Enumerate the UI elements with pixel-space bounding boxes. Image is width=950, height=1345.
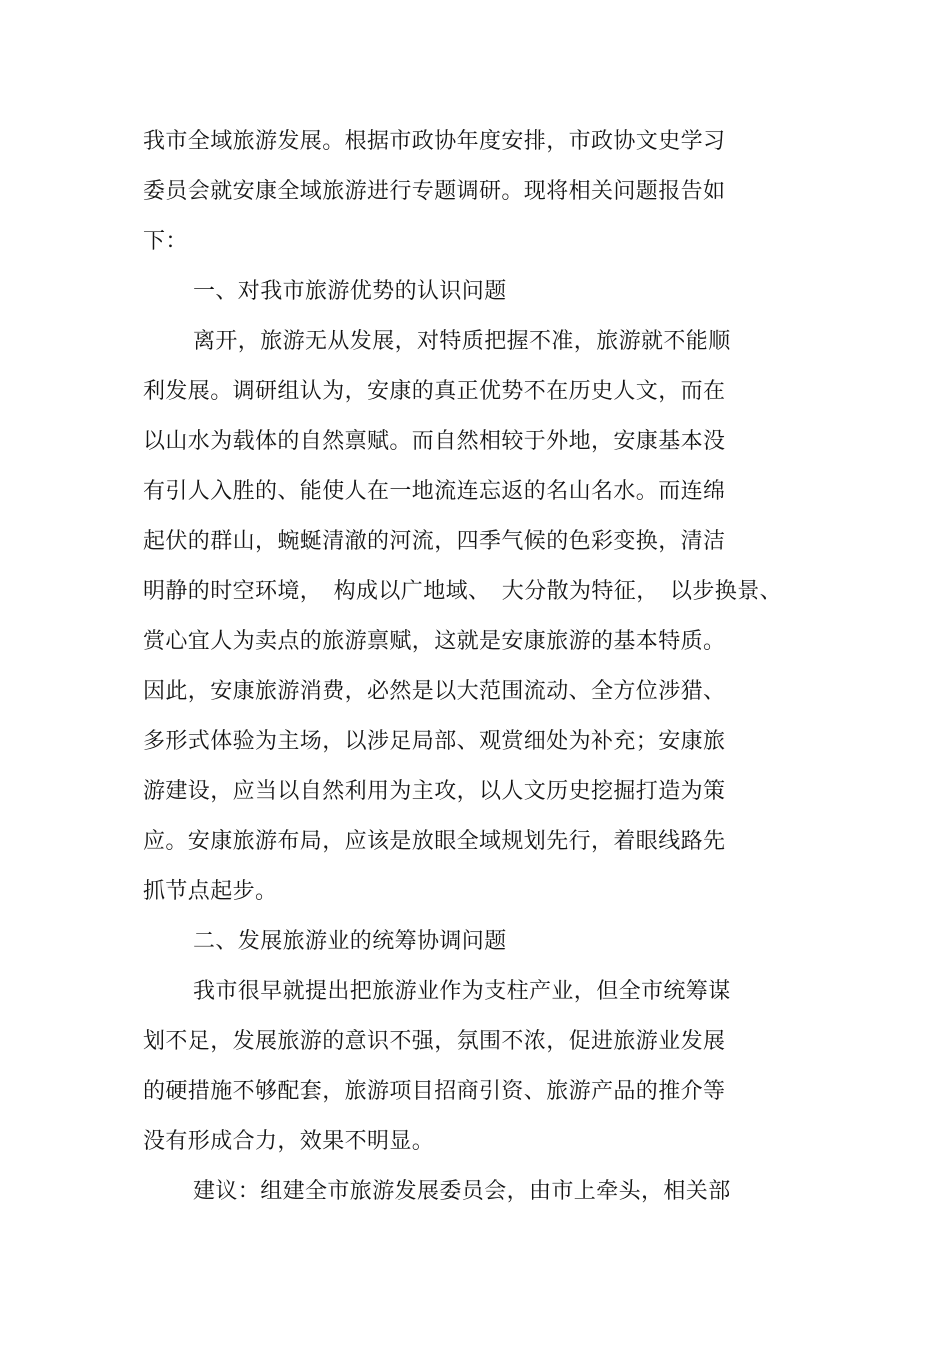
text-line-6: 利发展。调研组认为，安康的真正优势不在历史人文，而在 xyxy=(143,379,726,404)
text-line-5: 离开，旅游无从发展，对特质把握不准，旅游就不能顺 xyxy=(193,329,731,354)
text-line-19: 划不足，发展旅游的意识不强，氛围不浓，促进旅游业发展 xyxy=(143,1029,726,1054)
text-line-1: 我市全域旅游发展。根据市政协年度安排，市政协文史学习 xyxy=(143,129,726,154)
text-line-18: 我市很早就提出把旅游业作为支柱产业，但全市统筹谋 xyxy=(193,979,731,1004)
text-line-21: 没有形成合力，效果不明显。 xyxy=(143,1129,435,1154)
section-heading-2: 二、发展旅游业的统筹协调问题 xyxy=(193,929,507,954)
text-line-8: 有引人入胜的、能使人在一地流连忘返的名山名水。而连绵 xyxy=(143,479,726,504)
text-line-13: 多形式体验为主场，以涉足局部、观赏细处为补充；安康旅 xyxy=(143,729,726,754)
text-line-15: 应。安康旅游布局，应该是放眼全域规划先行，着眼线路先 xyxy=(143,829,726,854)
text-line-3: 下： xyxy=(143,229,188,254)
section-heading-1: 一、对我市旅游优势的认识问题 xyxy=(193,279,507,304)
text-line-20: 的硬措施不够配套，旅游项目招商引资、旅游产品的推介等 xyxy=(143,1079,726,1104)
text-line-12: 因此，安康旅游消费，必然是以大范围流动、全方位涉猎、 xyxy=(143,679,726,704)
text-line-22: 建议：组建全市旅游发展委员会，由市上牵头，相关部 xyxy=(193,1179,731,1204)
text-line-2: 委员会就安康全域旅游进行专题调研。现将相关问题报告如 xyxy=(143,179,726,204)
text-line-11: 赏心宜人为卖点的旅游禀赋，这就是安康旅游的基本特质。 xyxy=(143,629,726,654)
text-line-14: 游建设，应当以自然利用为主攻，以人文历史挖掘打造为策 xyxy=(143,779,726,804)
text-line-16: 抓节点起步。 xyxy=(143,879,278,904)
text-line-7: 以山水为载体的自然禀赋。而自然相较于外地，安康基本没 xyxy=(143,429,726,454)
text-line-9: 起伏的群山，蜿蜒清澈的河流，四季气候的色彩变换，清洁 xyxy=(143,529,726,554)
text-line-10: 明静的时空环境， 构成以广地域、 大分散为特征， 以步换景、 xyxy=(143,579,783,604)
